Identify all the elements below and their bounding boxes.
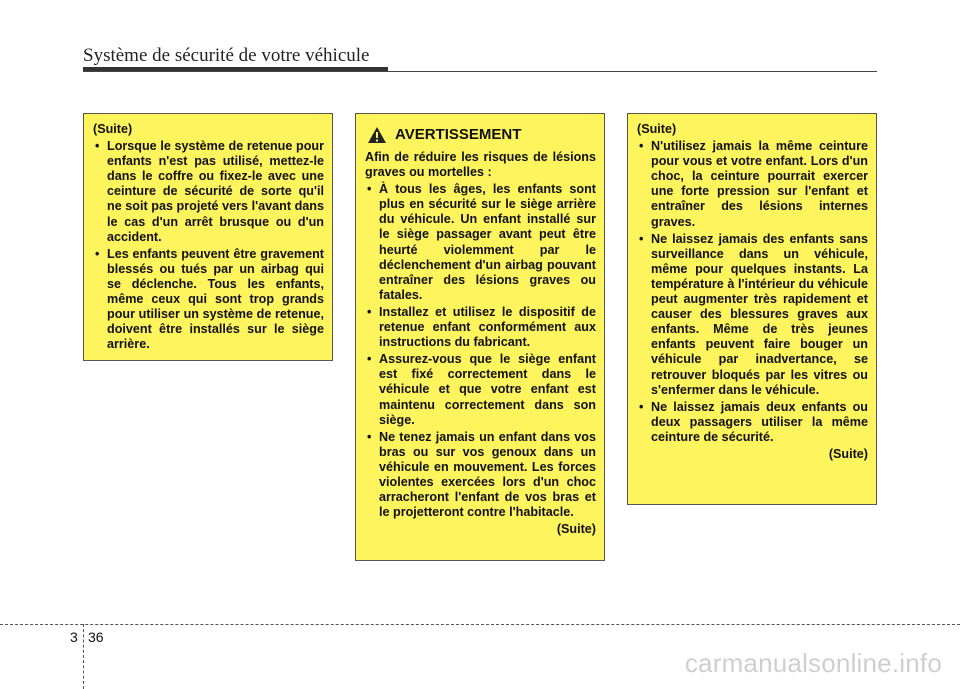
warning-box [355,113,605,561]
list-item: • Lorsque le système de retenue pour enfants n'est pas utilisé, mettez-le dans le coffre ou fixez-le avec une ceinture de sécurité de sorte qu'il ne soit pas projeté vers l'avant dans le cas d'un arrêt brusque ou d'un accident. [93,139,324,245]
list-item: • Ne laissez jamais deux enfants ou deux passagers utiliser la même ceinture de sécurité. [637,400,868,445]
list-item: • Ne laissez jamais des enfants sans surveillance dans un véhicule, même pour quelques instants. La température à l'intérieur du véhicule peut augmenter très rapidement et causer des blessures graves aux enfants. Même de très jeunes enfants peuvent faire bouger un véhicule par inadvertance, se retrouver bloqués par les vitres ou s'enfermer dans le véhicule. [637,232,868,398]
list-item: • Les enfants peuvent être gravement blessés ou tués par un airbag qui se déclenche. Tous les enfants, même ceux qui sont trop grands pour utiliser un système de retenue, doivent être installés sur le siège arrière. [93,247,324,353]
warning-triangle-icon [367,126,387,144]
chapter-number: 3 [70,629,78,645]
list-item: • Assurez-vous que le siège enfant est fixé correctement dans le véhicule et que votre enfant est maintenu correctement dans son siège. [365,352,596,427]
right-box-continued-label: (Suite) [637,122,677,136]
page-header-title: Système de sécurité de votre véhicule [83,45,370,66]
page-number: 36 [88,629,104,645]
footer-divider [83,624,84,689]
right-box-suite-label: (Suite) [828,446,868,461]
header-rule [83,71,877,72]
watermark: carmanualsonline.info [684,648,942,678]
list-item: • N'utilisez jamais la même ceinture pour vous et votre enfant. Lors d'un choc, la ceinture pourrait exercer une forte pression sur l'enfant et entraîner des lésions internes graves. [637,139,868,230]
left-box-continued-label: (Suite) [93,122,133,136]
warning-list [365,182,596,520]
left-box-list [93,139,324,352]
list-item: • Ne tenez jamais un enfant dans vos bras ou sur vos genoux dans un véhicule en mouvement. Les forces violentes exercées lors d'un choc arracheront l'enfant de vos bras et le projetteront contre l'habitacle. [365,430,596,521]
right-info-box [627,113,877,505]
footer-rule [0,624,960,625]
warning-continued-label: (Suite) [556,522,596,537]
warning-intro: Afin de réduire les risques de lésions graves ou mortelles : [365,150,596,180]
warning-title: AVERTISSEMENT [395,126,522,144]
list-item: • Installez et utilisez le dispositif de retenue enfant conformément aux instructions du fabricant. [365,305,596,350]
left-info-box [83,113,333,361]
warning-header [367,126,596,144]
right-box-list [637,139,868,445]
list-item: • À tous les âges, les enfants sont plus en sécurité sur le siège arrière du véhicule. Un enfant installé sur le siège passager avant peut être heurté violemment par le déclenchement d'un airbag pouvant entraîner des lésions graves ou fatales. [365,182,596,303]
